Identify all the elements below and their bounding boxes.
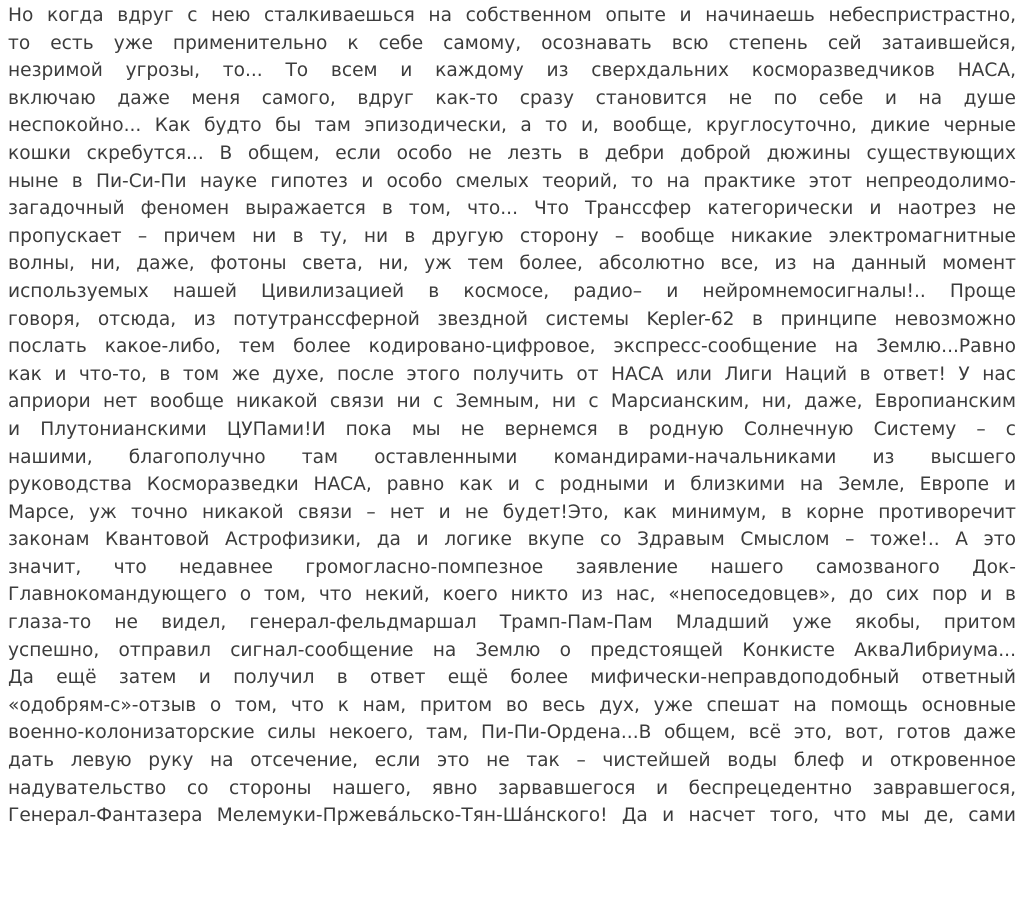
- text-line-4: включаю даже меня самого, вдруг как-то сразу становится не по себе и на душе: [8, 87, 1016, 109]
- text-line-20: законам Квантовой Астрофизики, да и логике вкупе со Здравым Смыслом – тоже!.. А это: [8, 529, 1016, 551]
- text-line-25: Да ещё затем и получил в ответ ещё более мифически-неправдоподобный ответный: [8, 667, 1016, 689]
- text-line-24: успешно, отправил сигнал-сообщение на Землю о предстоящей Конкисте АкваЛибриума...: [8, 639, 1016, 661]
- text-line-27: военно-колонизаторские силы некоего, там, Пи-Пи-Ордена...В общем, всё это, вот, готов даже: [8, 722, 1016, 744]
- text-line-19: Марсе, уж точно никакой связи – нет и не будет!Это, как минимум, в корне противоречит: [8, 501, 1016, 523]
- text-line-21: значит, что недавнее громогласно-помпезное заявление нашего самозваного Док-: [8, 556, 1016, 578]
- text-line-13: послать какое-либо, тем более кодировано-цифровое, экспресс-сообщение на Землю...Равно: [8, 336, 1016, 358]
- text-line-8: загадочный феномен выражается в том, что... Что Транссфер категорически и наотрез не: [8, 198, 1016, 220]
- text-line-7: ныне в Пи-Си-Пи науке гипотез и особо смелых теорий, то на практике этот непреодолимо-: [8, 170, 1016, 192]
- text-line-29: надувательство со стороны нашего, явно зарвавшегося и беспрецедентно завравшегося,: [8, 777, 1016, 799]
- text-line-23: глаза-то не видел, генерал-фельдмаршал Трамп-Пам-Пам Младший уже якобы, притом: [8, 612, 1016, 634]
- text-line-11: используемых нашей Цивилизацией в космосе, радио– и нейромнемосигналы!.. Проще: [8, 280, 1016, 302]
- text-line-6: кошки скребутся... В общем, если особо не лезть в дебри доброй дюжины существующих: [8, 142, 1016, 164]
- body-text: [8, 2, 1016, 830]
- text-line-26: «одобрям-с»-отзыв о том, что к нам, притом во весь дух, уже спешат на помощь основные: [8, 694, 1016, 716]
- text-line-12: говоря, отсюда, из потутранссферной звездной системы Kepler-62 в принципе невозможно: [8, 308, 1016, 330]
- text-line-16: и Плутонианскими ЦУПами!И пока мы не вернемся в родную Солнечную Систему – с: [8, 418, 1016, 440]
- text-line-15: априори нет вообще никакой связи ни с Земным, ни с Марсианским, ни, даже, Европианским: [8, 391, 1016, 413]
- text-line-5: неспокойно... Как будто бы там эпизодически, а то и, вообще, круглосуточно, дикие черные: [8, 115, 1016, 137]
- text-line-18: руководства Косморазведки НАСА, равно как и с родными и близкими на Земле, Европе и: [8, 474, 1016, 496]
- text-line-9: пропускает – причем ни в ту, ни в другую сторону – вообще никакие электромагнитные: [8, 225, 1016, 247]
- text-line-3: незримой угрозы, то... То всем и каждому из сверхдальних косморазведчиков НАСА,: [8, 60, 1016, 82]
- text-line-30: Генерал-Фантазера Мелемуки-Пржевáльско-Тян-Шáнского! Да и насчет того, что мы де, сами: [8, 805, 1016, 827]
- text-line-22: Главнокомандующего о том, что некий, коего никто из нас, «непоседовцев», до сих пор и в: [8, 584, 1016, 606]
- text-line-28: дать левую руку на отсечение, если это не так – чистейшей воды блеф и откровенное: [8, 750, 1016, 772]
- text-line-10: волны, ни, даже, фотоны света, ни, уж тем более, абсолютно все, из на данный момент: [8, 253, 1016, 275]
- text-line-2: то есть уже применительно к себе самому, осознавать всю степень сей затаившейся,: [8, 32, 1016, 54]
- text-line-17: нашими, благополучно там оставленными командирами-начальниками из высшего: [8, 446, 1016, 468]
- text-line-1: Но когда вдруг с нею сталкиваешься на собственном опыте и начинаешь небеспристрастно,: [8, 5, 1016, 26]
- text-line-14: как и что-то, в том же духе, после этого получить от НАСА или Лиги Наций в ответ! У нас: [8, 363, 1016, 385]
